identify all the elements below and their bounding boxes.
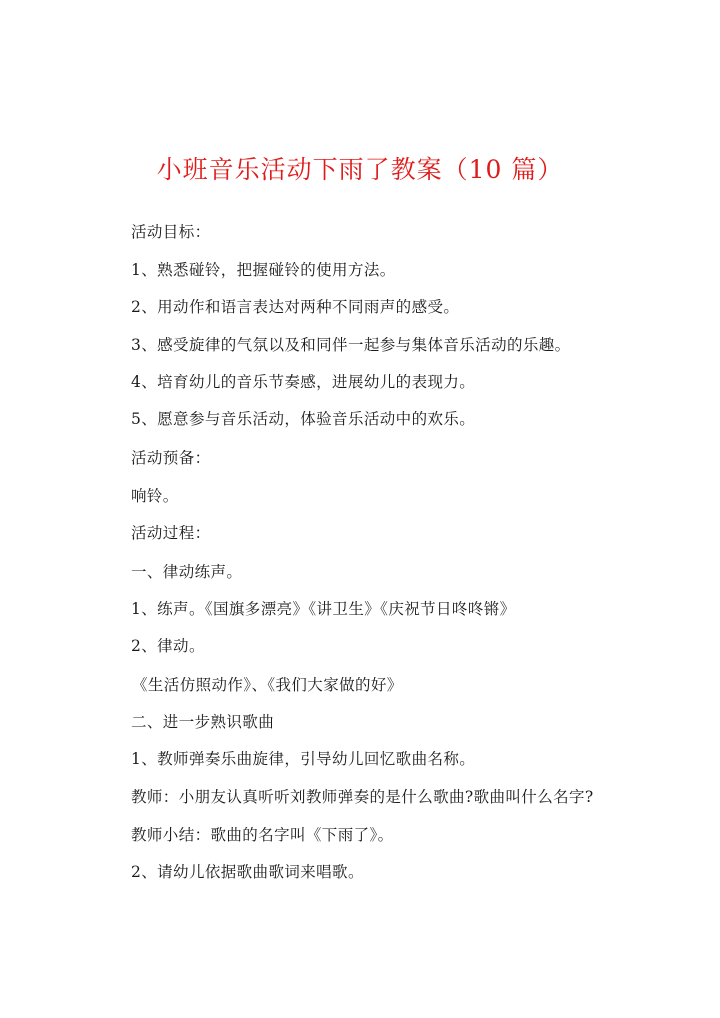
- paragraph: 教师小结：歌曲的名字叫《下雨了》。: [131, 826, 394, 844]
- paragraph: 5、愿意参与音乐活动，体验音乐活动中的欢乐。: [131, 410, 476, 428]
- paragraph: 2、请幼儿依据歌曲歌词来唱歌。: [131, 863, 364, 881]
- paragraph: 二、进一步熟识歌曲: [131, 713, 275, 731]
- paragraph: 2、用动作和语言表达对两种不同雨声的感受。: [131, 298, 460, 316]
- paragraph: 教师：小朋友认真听听刘教师弹奏的是什么歌曲?歌曲叫什么名字?: [131, 788, 594, 806]
- paragraph: 4、培育幼儿的音乐节奏感，进展幼儿的表现力。: [131, 373, 476, 391]
- paragraph: 1、练声。《国旗多漂亮》《讲卫生》《庆祝节日咚咚锵》: [131, 600, 516, 618]
- section-heading-preparation: 活动预备：: [131, 449, 211, 467]
- paragraph: 响铃。: [131, 487, 179, 505]
- paragraph: 一、律动练声。: [131, 563, 243, 581]
- paragraph: 1、教师弹奏乐曲旋律，引导幼儿回忆歌曲名称。: [131, 750, 476, 768]
- section-heading-process: 活动过程：: [131, 524, 211, 542]
- section-heading-goals: 活动目标：: [131, 223, 211, 241]
- paragraph: 3、感受旋律的气氛以及和同伴一起参与集体音乐活动的乐趣。: [131, 336, 571, 354]
- paragraph: 2、律动。: [131, 637, 205, 655]
- paragraph: 《生活仿照动作》、《我们大家做的好》: [132, 676, 403, 694]
- document-title: 小班音乐活动下雨了教案（10 篇）: [156, 155, 564, 184]
- paragraph: 1、熟悉碰铃，把握碰铃的使用方法。: [131, 261, 396, 279]
